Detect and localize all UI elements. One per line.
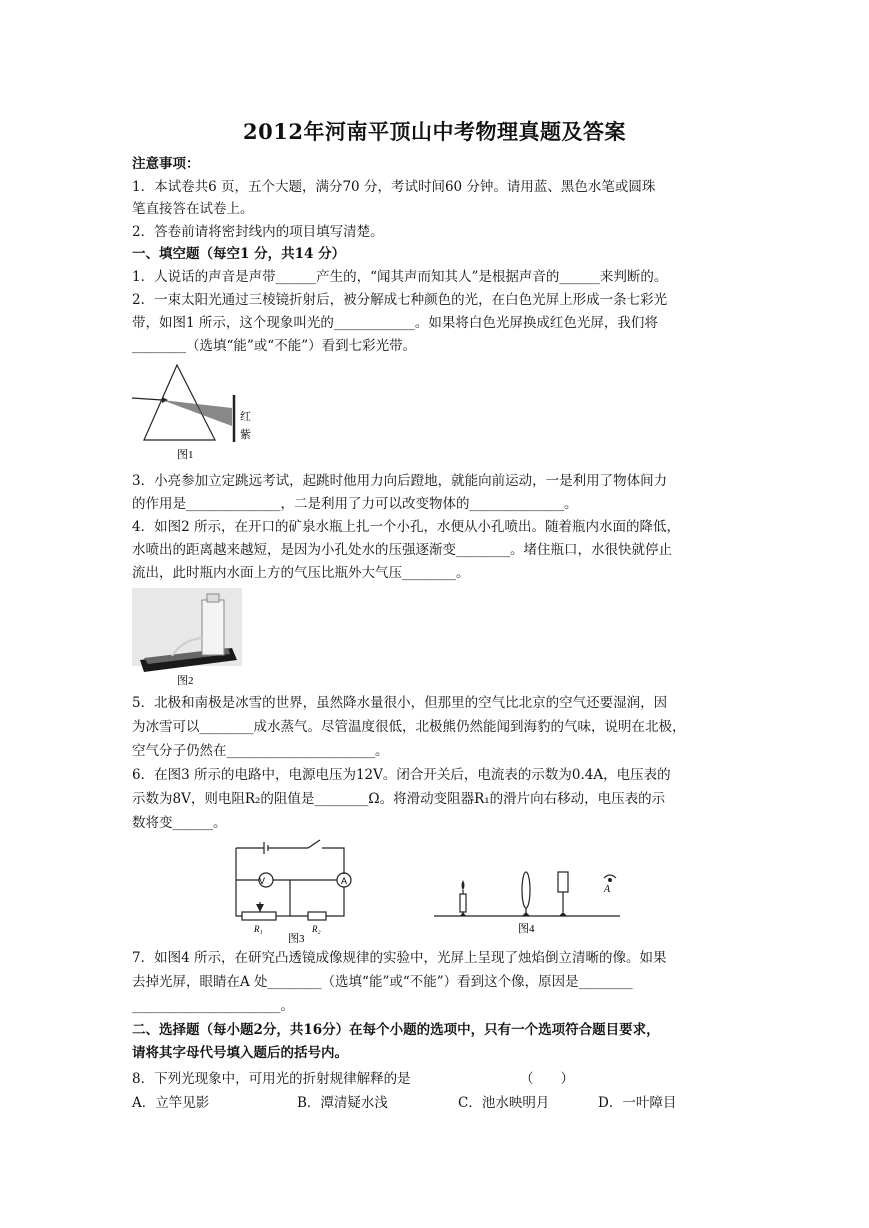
- question-6-line: 6．在图3 所示的电路中，电源电压为12V。闭合开关后，电流表的示数为0.4A，电压表的: [132, 767, 671, 783]
- question-4-line: 4．如图2 所示，在开口的矿泉水瓶上扎一个小孔，水便从小孔喷出。随着瓶内水面的降低，: [132, 519, 680, 535]
- option-d: D．一叶障目: [598, 1095, 677, 1111]
- question-3-line: 3．小亮参加立定跳远考试，起跳时他用力向后蹬地，就能向前运动，一是利用了物体间力: [132, 473, 668, 489]
- answer-paren: （ ）: [520, 1071, 574, 1087]
- page-title: 2012年河南平顶山中考物理真题及答案: [243, 119, 626, 144]
- r2-label: R₂: [312, 924, 321, 934]
- option-b: B．潭清疑水浅: [297, 1095, 388, 1111]
- fig3-caption: 图3: [288, 933, 305, 944]
- option-c: C．池水映明月: [458, 1095, 550, 1111]
- section1-heading: 一、填空题（每空1 分，共14 分）: [132, 246, 346, 262]
- notice-line: 笔直接答在试卷上。: [132, 201, 254, 217]
- fig1-red-label: 红: [240, 411, 251, 423]
- question-7-line: 7．如图4 所示，在研究凸透镜成像规律的实验中，光屏上呈现了烛焰倒立清晰的像。如果: [132, 950, 667, 966]
- figure-1-prism: [132, 360, 257, 465]
- ammeter-symbol: A: [340, 876, 348, 886]
- question-2-line: 2．一束太阳光通过三棱镜折射后，被分解成七种颜色的光，在白色光屏上形成一条七彩光: [132, 292, 668, 308]
- section2-heading: 请将其字母代号填入题后的括号内。: [132, 1045, 348, 1061]
- question-6-line: 示数为8V，则电阻R₂的阻值是________Ω。将滑动变阻器R₁的滑片向右移动，电压表的示: [132, 791, 666, 807]
- notice-line: 1．本试卷共6 页，五个大题，满分70 分，考试时间60 分钟。请用蓝、黑色水笔或圆珠: [132, 179, 656, 195]
- question-5-line: 空气分子仍然在______________________。: [132, 743, 389, 759]
- voltmeter-symbol: V: [258, 876, 266, 886]
- question-5-line: 为冰雪可以________成水蒸气。尽管温度很低，北极熊仍然能闻到海豹的气味，说明在北极，: [132, 719, 686, 735]
- figure-3-circuit: [228, 836, 356, 944]
- section2-heading: 二、选择题（每小题2分，共16分）在每个小题的选项中，只有一个选项符合题目要求，: [132, 1022, 660, 1038]
- fig2-caption: 图2: [177, 675, 194, 687]
- fig1-caption: 图1: [177, 449, 194, 461]
- option-a: A．立竿见影: [132, 1095, 210, 1111]
- figure-4-optical-bench: [432, 858, 622, 938]
- question-4-line: 流出，此时瓶内水面上方的气压比瓶外大气压________。: [132, 565, 470, 581]
- fig1-purple-label: 紫: [240, 429, 251, 441]
- question-7-line: ______________________。: [132, 998, 294, 1014]
- question-6-line: 数将变______。: [132, 815, 227, 831]
- notice-line: 2．答卷前请将密封线内的项目填写清楚。: [132, 224, 384, 240]
- question-4-line: 水喷出的距离越来越短，是因为小孔处水的压强逐渐变________。堵住瓶口，水很快就停止: [132, 542, 672, 558]
- question-1: 1．人说话的声音是声带______产生的，“闻其声而知其人”是根据声音的______来判断的。: [132, 269, 668, 285]
- question-5-line: 5．北极和南极是冰雪的世界，虽然降水量很小，但那里的空气比北京的空气还要湿润，因: [132, 695, 668, 711]
- question-8: 8．下列光现象中，可用光的折射规律解释的是: [132, 1071, 411, 1087]
- notice-heading: 注意事项：: [132, 156, 200, 172]
- point-a-label: A: [604, 884, 611, 895]
- question-2-line: ________（选填“能”或“不能”）看到七彩光带。: [132, 338, 417, 354]
- figure-2-bottle: [132, 588, 242, 688]
- question-3-line: 的作用是______________，二是利用了力可以改变物体的______________。: [132, 496, 578, 512]
- question-7-line: 去掉光屏，眼睛在A 处________（选填“能”或“不能”）看到这个像，原因是________: [132, 974, 633, 990]
- fig4-caption: 图4: [518, 923, 535, 935]
- question-2-line: 带，如图1 所示，这个现象叫光的____________。如果将白色光屏换成红色光屏，我们将: [132, 315, 658, 331]
- r1-label: R₁: [254, 924, 263, 934]
